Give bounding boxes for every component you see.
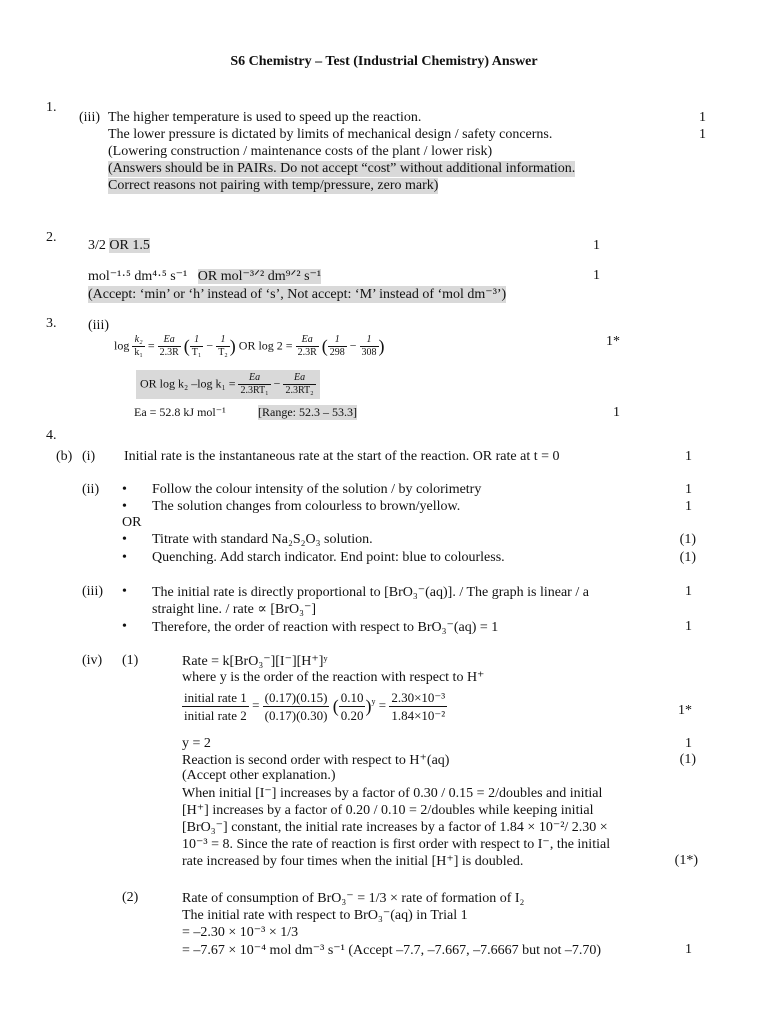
- mark: 1: [613, 405, 620, 420]
- mark: 1: [685, 449, 692, 464]
- ratio-equation: $\frac{\text{initial rate 1}}{\text{initial rate 2}}$ = $\frac{(0.17)(0.15)}{(0.17)(0.30)}$ ( $\frac{0.10}{0.20}$ )$^y$ = $\frac{\text{2.30×10⁻³}}{\text{1.84×10⁻²}}$: [184, 690, 446, 723]
- mark: 1: [699, 127, 706, 142]
- answer-line: The initial rate is directly proportional to [BrO₃⁻(aq)]. / The graph is linear / a: [152, 585, 589, 600]
- answer-line: The lower pressure is dictated by limits of mechanical design / safety concerns.: [108, 127, 553, 142]
- answer-line: where y is the order of the reaction with respect to H⁺: [182, 670, 485, 685]
- answer-line: = –7.67 × 10⁻⁴ mol dm⁻³ s⁻¹ (Accept –7.7, –7.667, –7.6667 but not –7.70): [182, 943, 602, 958]
- fraction: $\frac{Ea}{\text{2.3RT₂}}$: [285, 372, 314, 396]
- fraction: $\frac{Ea}{\text{2.3RT₁}}$: [240, 372, 269, 396]
- mark: 1: [685, 736, 692, 751]
- mark: (1): [679, 532, 696, 547]
- subpart-label: (iii): [82, 584, 103, 599]
- marking-note: (Accept: ‘min’ or ‘h’ instead of ‘s’, Not accept: ‘M’ instead of ‘mol dm⁻³’): [88, 287, 507, 302]
- subpart-label: (ii): [82, 482, 100, 497]
- marking-note: Correct reasons not pairing with temp/pressure, zero mark): [108, 178, 439, 193]
- alt-prefix: OR log k₂ –log k₁ =: [140, 376, 236, 391]
- question-number: 3.: [46, 316, 57, 331]
- subpart-label: (iv): [82, 653, 103, 668]
- fraction: $\frac{\text{2.30×10⁻³}}{\text{1.84×10⁻²}}$: [391, 690, 446, 723]
- mark: 1: [593, 238, 600, 253]
- answer-value: 3/2: [88, 238, 110, 253]
- answer-note: (Lowering construction / maintenance costs of the plant / lower risk): [108, 144, 493, 159]
- fraction: $\frac{1}{308}$: [361, 334, 377, 358]
- fraction: $\frac{(0.17)(0.15)}{(0.17)(0.30)}$: [264, 690, 328, 723]
- fraction: $\frac{1}{298}$: [329, 334, 345, 358]
- mark: 1*: [678, 703, 692, 718]
- alt-equation: [136, 370, 320, 399]
- explanation-line: [BrO₃⁻] constant, the initial rate increases by a factor of 1.84 × 10⁻²/ 2.30 ×: [182, 820, 608, 835]
- equation: log $\frac{\text{k₂}}{\text{k₁}}$ = $\frac{Ea}{2.3R}$ ( $\frac{1}{\text{T₁}}$ − $\frac{1}{\text{T₂}}$ ) OR log 2 = $\frac{Ea}{2.3R}$ ( $\frac{1}{298}$ − $\frac{1}{308}$ ): [114, 334, 385, 358]
- mark: 1: [685, 499, 692, 514]
- range-note: [Range: 52.3 – 53.3]: [258, 405, 357, 419]
- explanation-line: [H⁺] increases by a factor of 0.20 / 0.10 = 2/doubles while keeping initial: [182, 803, 594, 818]
- mark: 1*: [606, 334, 620, 349]
- bullet: •: [122, 499, 127, 514]
- explanation-line: When initial [I⁻] increases by a factor of 0.30 / 0.15 = 2/doubles and initial: [182, 786, 603, 801]
- exponent: y: [371, 697, 376, 707]
- part-label: (iii): [88, 318, 109, 333]
- fraction: $\frac{1}{\text{T₂}}$: [218, 334, 228, 358]
- answer-line: Initial rate is the instantaneous rate at the start of the reaction. OR rate at t = 0: [124, 449, 560, 464]
- fraction: $\frac{0.10}{0.20}$: [340, 690, 364, 723]
- bullet: •: [122, 584, 127, 599]
- subpart-label: (2): [122, 890, 139, 905]
- answer-line: [88, 238, 150, 254]
- units-alt: OR mol⁻³ᐟ² dm⁹ᐟ² s⁻¹: [197, 269, 322, 284]
- ea-value: Ea = 52.8 kJ mol⁻¹: [134, 405, 226, 419]
- answer-line: Reaction is second order with respect to H⁺(aq): [182, 753, 450, 768]
- mark: 1: [685, 482, 692, 497]
- answer-line: straight line. / rate ∝ [BrO₃⁻]: [152, 602, 317, 617]
- mark: (1): [679, 550, 696, 565]
- fraction: $\frac{\text{k₂}}{\text{k₁}}$: [134, 334, 143, 358]
- answer-line: Follow the colour intensity of the solution / by colorimetry: [152, 482, 482, 497]
- answer-line: Quenching. Add starch indicator. End point: blue to colourless.: [152, 550, 505, 565]
- units: mol⁻¹·⁵ dm⁴·⁵ s⁻¹: [88, 269, 188, 284]
- mark: (1*): [674, 853, 698, 868]
- subpart-label: (i): [82, 449, 96, 464]
- answer-line: = –2.30 × 10⁻³ × 1/3: [182, 925, 299, 940]
- mark: 1: [685, 584, 692, 599]
- answer-line: Titrate with standard Na₂S₂O₃ solution.: [152, 532, 373, 547]
- fraction: $\frac{Ea}{2.3R}$: [297, 334, 317, 358]
- question-number: 1.: [46, 100, 57, 115]
- answer-line: Rate of consumption of BrO₃⁻ = 1/3 × rate of formation of I₂: [182, 891, 525, 906]
- answer-line: [88, 268, 321, 285]
- bullet: •: [122, 550, 127, 565]
- log2-text: log 2 =: [258, 338, 293, 353]
- subpart-label: (1): [122, 653, 139, 668]
- answer-line: The higher temperature is used to speed up the reaction.: [108, 110, 422, 125]
- log-text: log: [114, 338, 130, 353]
- or-text: OR: [122, 515, 142, 530]
- question-number: 2.: [46, 230, 57, 245]
- page-title: S6 Chemistry – Test (Industrial Chemistry) Answer: [230, 54, 538, 69]
- answer-line: The initial rate with respect to BrO₃⁻(aq) in Trial 1: [182, 908, 468, 923]
- fraction: $\frac{Ea}{2.3R}$: [159, 334, 179, 358]
- fraction: $\frac{\text{initial rate 1}}{\text{initial rate 2}}$: [184, 690, 247, 723]
- answer-alt: OR 1.5: [109, 238, 150, 253]
- marking-note: (Answers should be in PAIRs. Do not accept “cost” without additional information.: [108, 161, 576, 176]
- answer-line: y = 2: [182, 736, 211, 751]
- answer-line: The solution changes from colourless to brown/yellow.: [152, 499, 461, 514]
- bullet: •: [122, 532, 127, 547]
- explanation-line: 10⁻³ = 8. Since the rate of reaction is first order with respect to I⁻, the initial: [182, 837, 611, 852]
- minus-sign: −: [273, 376, 281, 391]
- bullet: •: [122, 482, 127, 497]
- mark: 1: [699, 110, 706, 125]
- answer-note: (Accept other explanation.): [182, 768, 336, 783]
- answer-line: Rate = k[BrO₃⁻][I⁻][H⁺]ʸ: [182, 654, 328, 669]
- fraction: $\frac{1}{\text{T₁}}$: [191, 334, 202, 358]
- part-label: (iii): [79, 110, 100, 125]
- part-label: (b): [56, 449, 73, 464]
- mark: 1: [685, 942, 692, 957]
- mark: 1: [685, 619, 692, 634]
- explanation-line: rate increased by four times when the initial [H⁺] is doubled.: [182, 854, 524, 869]
- bullet: •: [122, 619, 127, 634]
- mark: (1): [679, 752, 696, 767]
- question-number: 4.: [46, 428, 57, 443]
- answer-line: Therefore, the order of reaction with respect to BrO₃⁻(aq) = 1: [152, 620, 499, 635]
- mark: 1: [593, 268, 600, 283]
- or-text: OR: [238, 338, 256, 353]
